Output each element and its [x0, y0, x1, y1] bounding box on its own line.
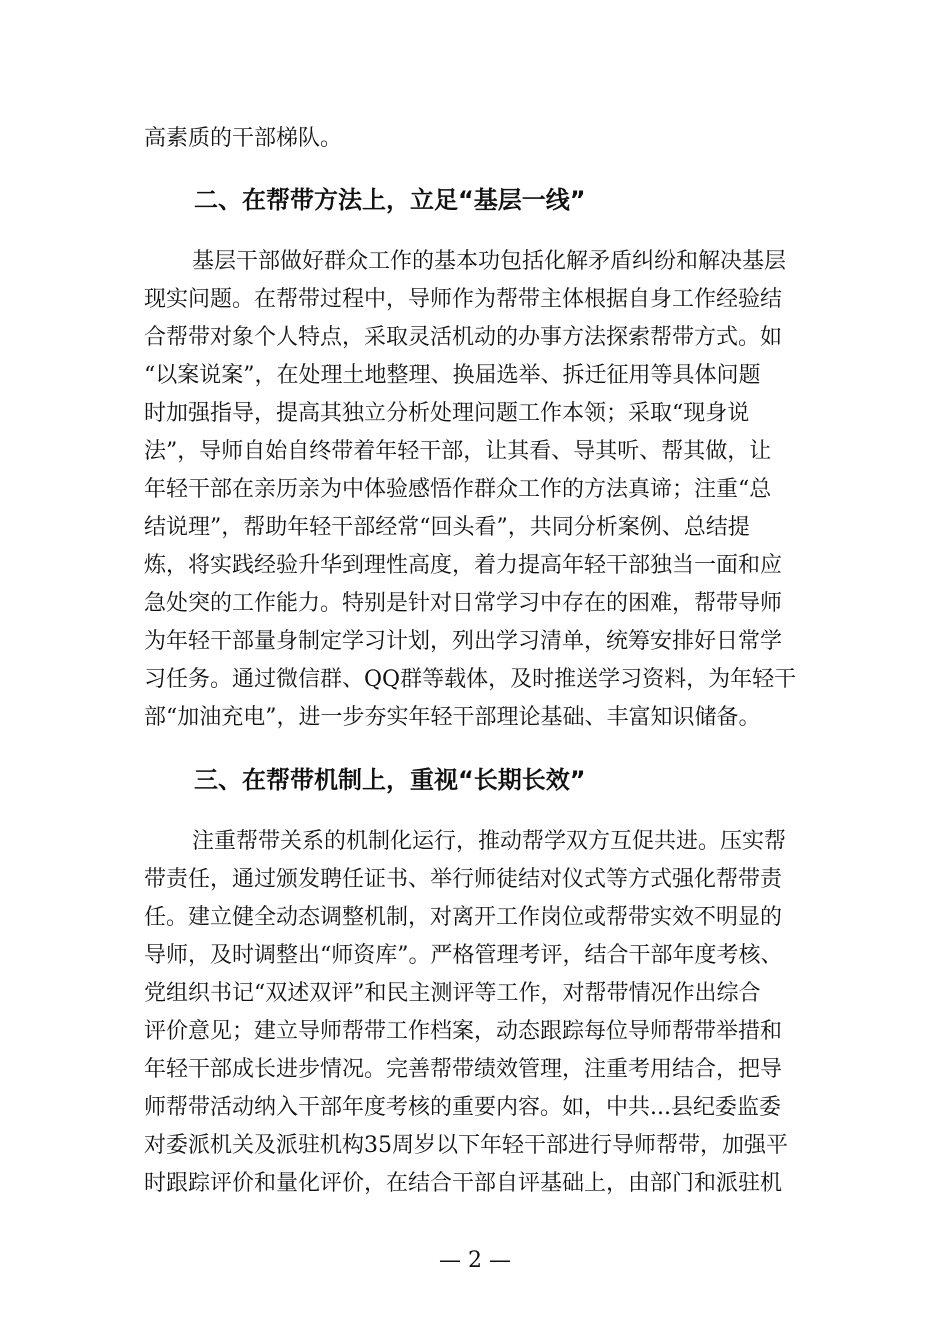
paragraph-line: 导师，及时调整出“师资库”。严格管理考评，结合干部年度考核、 [144, 943, 783, 968]
section-heading-2: 二、在帮带方法上，立足“基层一线” [194, 186, 586, 214]
paragraph-line: 对委派机关及派驻机构35周岁以下年轻干部进行导师帮带，加强平 [144, 1133, 788, 1158]
paragraph-line: 党组织书记“双述双评”和民主测评等工作，对帮带情况作出综合 [144, 981, 761, 1006]
paragraph-line: 为年轻干部量身制定学习计划，列出学习清单，统筹安排好日常学 [144, 629, 783, 654]
paragraph-line: 时加强指导，提高其独立分析处理问题工作本领；采取“现身说 [144, 401, 750, 426]
page-number: — 2 — [439, 1248, 511, 1273]
paragraph-line: 带责任，通过颁发聘任证书、举行师徒结对仪式等方式强化帮带责 [144, 867, 783, 892]
section-heading-3: 三、在帮带机制上，重视“长期长效” [194, 766, 586, 794]
paragraph-line: 年轻干部成长进步情况。完善帮带绩效管理，注重考用结合，把导 [144, 1057, 783, 1082]
paragraph-line: 高素质的干部梯队。 [144, 126, 343, 151]
paragraph-line: “以案说案”，在处理土地整理、换届选举、拆迁征用等具体问题 [144, 363, 761, 388]
paragraph-line: 师帮带活动纳入干部年度考核的重要内容。如，中共...县纪委监委 [144, 1095, 781, 1120]
paragraph-line: 现实问题。在帮带过程中，导师作为帮带主体根据自身工作经验结 [144, 287, 783, 312]
paragraph-line: 评价意见；建立导师帮带工作档案，动态跟踪每位导师帮带举措和 [144, 1019, 783, 1044]
paragraph-line: 时跟踪评价和量化评价，在结合干部自评基础上，由部门和派驻机 [144, 1171, 783, 1196]
paragraph-line: 炼，将实践经验升华到理性高度，着力提高年轻干部独当一面和应 [144, 553, 783, 578]
paragraph-line: 基层干部做好群众工作的基本功包括化解矛盾纠纷和解决基层 [192, 249, 787, 274]
paragraph-line: 年轻干部在亲历亲为中体验感悟作群众工作的方法真谛；注重“总 [144, 477, 772, 502]
paragraph-line: 急处突的工作能力。特别是针对日常学习中存在的困难，帮带导师 [144, 591, 783, 616]
paragraph-line: 合帮带对象个人特点，采取灵活机动的办事方法探索帮带方式。如 [144, 325, 783, 350]
paragraph-line: 结说理”，帮助年轻干部经常“回头看”，共同分析案例、总结提 [144, 515, 750, 540]
paragraph-line: 部“加油充电”，进一步夯实年轻干部理论基础、丰富知识储备。 [144, 705, 761, 730]
paragraph-line: 任。建立健全动态调整机制，对离开工作岗位或帮带实效不明显的 [144, 905, 783, 930]
paragraph-line: 注重帮带关系的机制化运行，推动帮学双方互促共进。压实帮 [192, 829, 787, 854]
paragraph-line: 法”，导师自始自终带着年轻干部，让其看、导其听、帮其做，让 [144, 439, 772, 464]
paragraph-line: 习任务。通过微信群、QQ群等载体，及时推送学习资料，为年轻干 [144, 667, 797, 692]
